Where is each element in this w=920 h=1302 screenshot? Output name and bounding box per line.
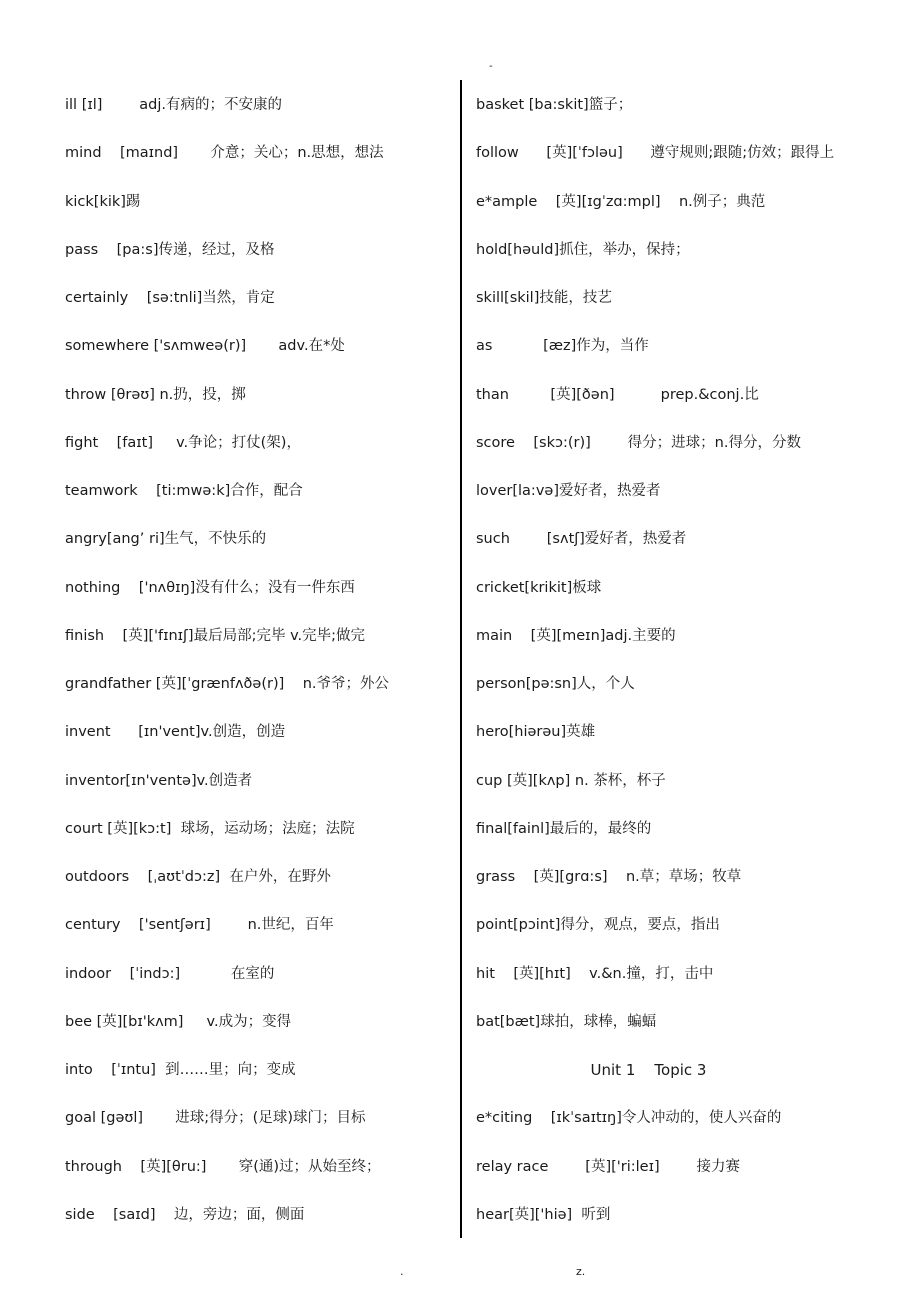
vocab-entry: outdoors [ˌaʊtˈdɔ:z] 在户外，在野外 (65, 869, 331, 885)
vocab-entry: fight [faɪt] v.争论；打仗(架)， (65, 434, 301, 451)
vocab-entry: grandfather [英][ˈgrænfʌðə(r)] n.爷爷；外公 (65, 676, 389, 692)
vocab-entry: cup [英][kʌp] n. 茶杯，杯子 (476, 772, 666, 789)
vocab-entry: kick[kik]踢 (65, 193, 141, 210)
vocab-entry: pass [pa:s]传递，经过，及格 (65, 241, 275, 258)
vocab-entry: throw [θrəʊ] n.扔，投，掷 (65, 386, 246, 403)
vocab-entry: person[pə:sn]人，个人 (476, 676, 635, 692)
vocab-entry: ill [ɪl] adj.有病的；不安康的 (65, 97, 283, 113)
vocab-entry: into [ˈɪntu] 到……里；向；变成 (65, 1062, 296, 1078)
vocab-entry: hold[həuld]抓住，举办，保持； (476, 241, 690, 258)
vocab-entry: teamwork [ti:mwə:k]合作，配合 (65, 483, 303, 499)
vocab-entry: invent [ɪn'vent]v.创造，创造 (65, 724, 286, 741)
vocab-entry: relay race [英]['ri:leɪ] 接力赛 (476, 1158, 740, 1175)
vocab-entry: main [英][meɪn]adj.主要的 (476, 627, 676, 644)
vocab-entry: indoor [ˈindɔ:] 在室的 (65, 965, 275, 982)
vocab-entry: somewhere ['sʌmweə(r)] adv.在*处 (65, 338, 345, 355)
vocab-entry: cricket[krikit]板球 (476, 579, 602, 596)
vocab-entry: inventor[ɪn'ventə]v.创造者 (65, 772, 253, 789)
vocab-entry: as [æz]作为，当作 (476, 338, 649, 355)
column-divider (460, 80, 462, 1238)
vocab-entry: angry[ang’ ri]生气，不快乐的 (65, 531, 267, 548)
vocab-entry: grass [英][grɑ:s] n.草；草场；牧草 (476, 869, 742, 885)
vocab-entry: bat[bæt]球拍，球棒，蝙蝠 (476, 1013, 657, 1030)
vocab-entry: lover[la:və]爱好者，热爱者 (476, 483, 661, 499)
footer-right-mark: z. (576, 1265, 586, 1278)
vocab-entry: hero[hiərəu]英雄 (476, 724, 596, 741)
left-vocab-column (65, 81, 450, 1239)
vocab-entry: finish [英]['fɪnɪʃ]最后局部;完毕 v.完毕;做完 (65, 627, 366, 644)
vocab-entry: basket [ba:skit]篮子； (476, 97, 633, 113)
vocab-entry: mind [maɪnd] 介意；关心；n.思想，想法 (65, 145, 384, 162)
vocab-entry: hear[英]['hiə] 听到 (476, 1206, 611, 1223)
right-vocab-column (476, 81, 896, 1239)
vocab-entry: follow [英][ˈfɔləu] 遵守规则;跟随;仿效；跟得上 (476, 145, 835, 162)
vocab-entry: bee [英][bɪ'kʌm] v.成为；变得 (65, 1013, 292, 1030)
footer-left-mark: . (400, 1265, 404, 1278)
header-mark: - (489, 61, 493, 72)
vocab-entry: than [英][ðən] prep.&conj.比 (476, 386, 759, 403)
vocab-entry: final[fainl]最后的，最终的 (476, 820, 652, 837)
vocab-entry: century ['sentʃərɪ] n.世纪，百年 (65, 917, 334, 934)
vocab-entry: nothing ['nʌθɪŋ]没有什么；没有一件东西 (65, 579, 355, 596)
vocab-entry: side [saɪd] 边，旁边；面，侧面 (65, 1206, 305, 1223)
vocab-entry: e*citing [ɪkˈsaɪtɪŋ]令人冲动的，使人兴奋的 (476, 1110, 782, 1127)
vocab-entry: certainly [sə:tnli]当然，肯定 (65, 290, 275, 306)
vocab-entry: hit [英][hɪt] v.&n.撞，打，击中 (476, 965, 714, 982)
section-heading: Unit 1 Topic 3 (590, 1061, 707, 1079)
vocab-entry: such [sʌtʃ]爱好者，热爱者 (476, 531, 687, 548)
vocab-entry: skill[skil]技能，技艺 (476, 290, 612, 306)
vocab-entry: e*ample [英][ɪgˈzɑ:mpl] n.例子；典范 (476, 193, 766, 210)
vocab-entry: court [英][kɔ:t] 球场，运动场；法庭；法院 (65, 820, 355, 837)
vocab-entry: through [英][θru:] 穿(通)过；从始至终； (65, 1158, 381, 1175)
vocab-entry: goal [gəʊl] 进球;得分；(足球)球门；目标 (65, 1110, 366, 1127)
vocab-entry: point[pɔint]得分，观点，要点，指出 (476, 917, 720, 934)
vocab-entry: score [skɔ:(r)] 得分；进球；n.得分，分数 (476, 434, 801, 451)
